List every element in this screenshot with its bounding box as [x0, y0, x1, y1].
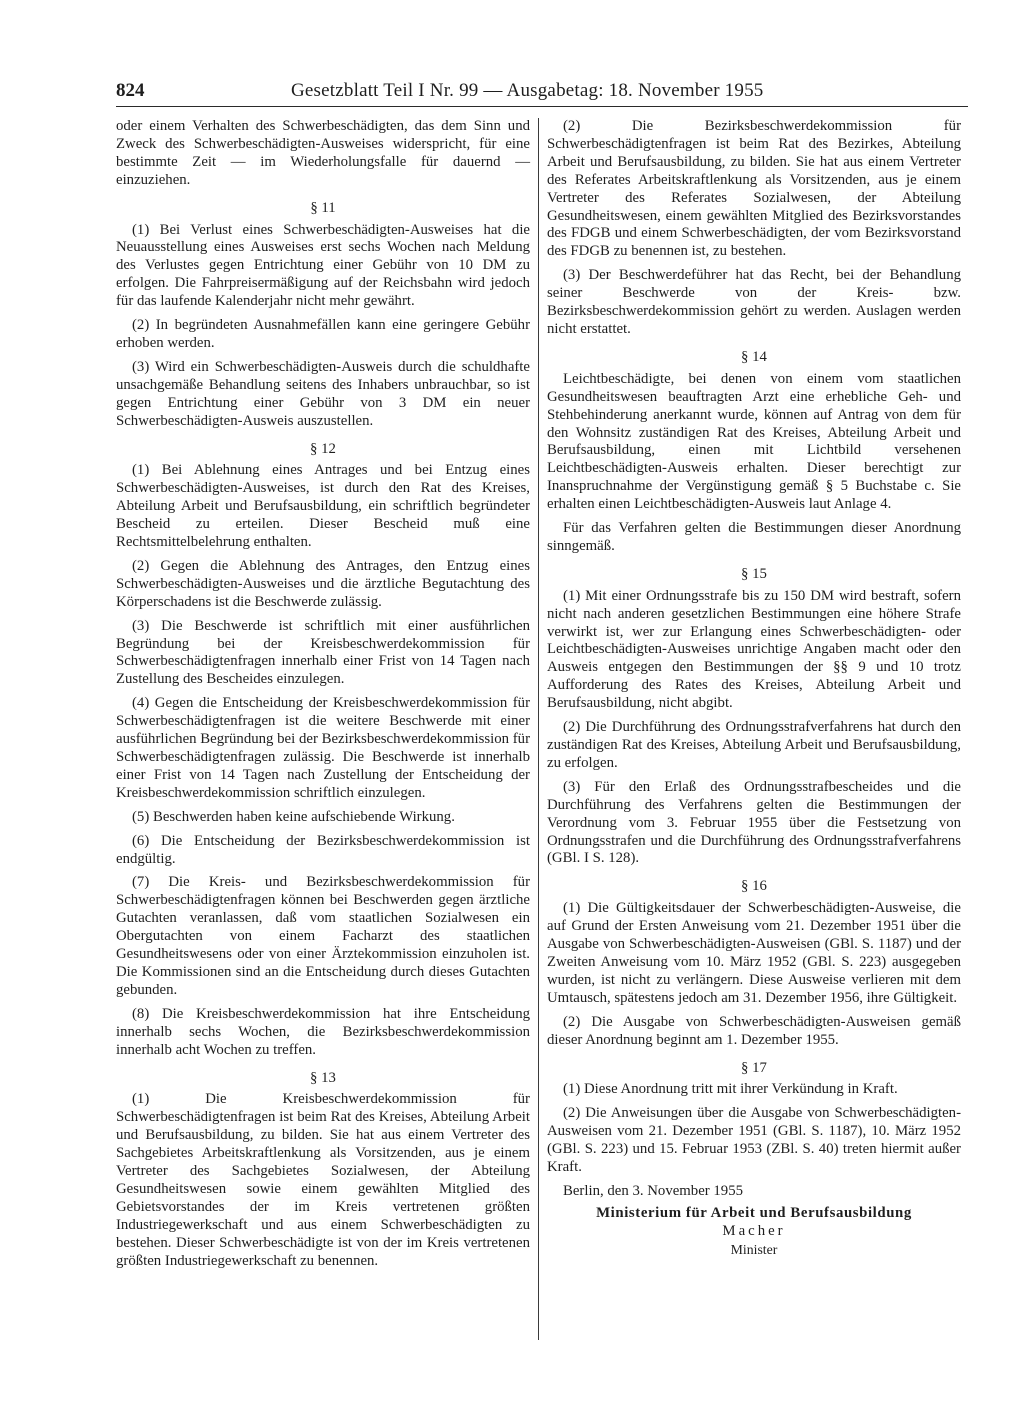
left-column — [116, 118, 530, 1276]
column-divider — [538, 118, 539, 1340]
paragraph: (2) Die Bezirksbeschwerdekommission für Schwerbeschädigtenfragen ist beim Rat des Bezirkes, Abteilung Arbeit und Berufsausbildung, zu bilden. Sie hat aus einem Vertreter des Referates Arbeitskraftlenkung als Vorsitzenden, aus je einem Vertreter des Referates Sozialwesen, der Abteilung Gesundheitswesen, einem gewählten Mitglied des Bezirksvorstandes des FDGB und einem Schwerbeschädigten, der vom Bezirksvorstand des FDGB zu benennen ist, zu bestehen. — [547, 118, 961, 260]
paragraph: (1) Diese Anordnung tritt mit ihrer Verkündung in Kraft. — [563, 1081, 898, 1098]
paragraph: (7) Die Kreis- und Bezirksbeschwerdekommission für Schwerbeschädigtenfragen können bei Beschwerden gegen ärztliche Gutachten veranlassen, daß vom staatlichen Sozialwesen ein Obergutachten von einem Facharzt des staatlichen Gesundheitswesens oder von einer Ärztekommission einzuholen ist. Die Kommissionen sind an die Entscheidung durch dieses Gutachten gebunden. — [116, 874, 530, 998]
paragraph: (2) Gegen die Ablehnung des Antrages, den Entzug eines Schwerbeschädigten-Ausweises und die ärztliche Begutachtung des Körperschadens ist die Beschwerde zulässig. — [116, 557, 530, 610]
paragraph: (3) Der Beschwerdeführer hat das Recht, bei der Behandlung seiner Beschwerde von der Kreis- bzw. Bezirksbeschwerdekommission gehört zu werden. Auslagen werden nicht erstattet. — [547, 267, 961, 337]
paragraph: (8) Die Kreisbeschwerdekommission hat ihre Entscheidung innerhalb sechs Wochen, die Bezirksbeschwerdekommission innerhalb acht Wochen zu treffen. — [116, 1005, 530, 1058]
paragraph: (4) Gegen die Entscheidung der Kreisbeschwerdekommission für Schwerbeschädigtenfragen ist die weitere Beschwerde mit einer ausführlichen Begründung bei der Bezirksbeschwerdekommission für Schwerbeschädigtenfragen zulässig. Die Beschwerde ist innerhalb einer Frist von 14 Tagen nach Zustellung der Entscheidung der Kreisbeschwerdekommission schriftlich einzulegen. — [116, 695, 530, 801]
paragraph: (2) Die Ausgabe von Schwerbeschädigten-Ausweisen gemäß dieser Anordnung beginnt am 1. Dezember 1955. — [547, 1013, 961, 1048]
paragraph: (6) Die Entscheidung der Bezirksbeschwerdekommission ist endgültig. — [116, 832, 530, 867]
page-header — [116, 76, 968, 107]
paragraph: Leichtbeschädigte, bei denen von einem vom staatlichen Gesundheitswesen beauftragten Arzt eine erhebliche Geh- und Stehbehinderung anerkannt wurde, können auf Antrag von dem für den Wohnsitz zuständigen Rat des Kreises, Abteilung Arbeit und Berufsausbildung, einen mit Lichtbild versehenen Leichtbeschädigten-Ausweis erhalten. Dieser berechtigt zur Inanspruchnahme der Vergünstigung gemäß § 5 Buchstabe c. Sie erhalten einen Leichtbeschädigten-Ausweis laut Anlage 4. — [547, 370, 961, 513]
paragraph: (1) Bei Ablehnung eines Antrages und bei Entzug eines Schwerbeschädigten-Ausweises, ist durch den Rat des Kreises, Abteilung Arbeit und Berufsausbildung, ein schriftlich begründeter Bescheid zu erteilen. Dieser Bescheid muß eine Rechtsmittelbelehrung enthalten. — [116, 462, 530, 551]
paragraph: (2) Die Anweisungen über die Ausgabe von Schwerbeschädigten-Ausweisen vom 21. Dezember 1951 (GBl. S. 1187), 10. März 1952 (GBl. S. 223) und 15. Februar 1953 (ZBl. S. 40) treten hiermit außer Kraft. — [547, 1105, 961, 1176]
section-heading: § 12 — [310, 440, 336, 457]
paragraph: (3) Für den Erlaß des Ordnungsstrafbescheides und die Durchführung des Verfahrens gelten die Bestimmungen der Verordnung vom 3. Februar 1955 über die Festsetzung von Ordnungsstrafen und die Durchführung des Ordnungsstrafverfahrens (GBl. I S. 128). — [547, 778, 961, 867]
right-column — [547, 118, 961, 1259]
paragraph: (3) Die Beschwerde ist schriftlich mit einer ausführlichen Begründung bei der Kreisbeschwerdekommission für Schwerbeschädigtenfragen innerhalb einer Frist von 14 Tagen nach Zustellung des Bescheides einzulegen. — [116, 617, 530, 688]
section-heading: § 11 — [310, 199, 336, 216]
paragraph: (2) In begründeten Ausnahmefällen kann eine geringere Gebühr erhoben werden. — [116, 317, 530, 351]
ministry-name: Ministerium für Arbeit und Berufsausbildung — [596, 1204, 912, 1221]
place-date: Berlin, den 3. November 1955 — [563, 1182, 743, 1199]
section-heading: § 14 — [741, 348, 767, 365]
paragraph: (5) Beschwerden haben keine aufschiebende Wirkung. — [132, 808, 455, 825]
signer-name: Macher — [722, 1222, 786, 1239]
paragraph: (1) Die Gültigkeitsdauer der Schwerbeschädigten-Ausweise, die auf Grund der Ersten Anweisung vom 21. Dezember 1951 über die Ausgabe von Schwerbeschädigten-Ausweisen (GBl. S. 1187) und der Zweiten Anweisung vom 10. März 1952 (GBl. S. 223) ausgegeben wurden, ist nicht zu verlängern. Diese Ausweise verlieren mit dem Umtausch, spätestens jedoch am 31. Dezember 1956, ihre Gültigkeit. — [547, 900, 961, 1006]
paragraph: (1) Mit einer Ordnungsstrafe bis zu 150 DM wird bestraft, sofern nicht nach anderen gesetzlichen Bestimmungen eine höhere Strafe verwirkt ist, wer zur Erlangung eines Schwerbeschädigten- oder Leichtbeschädigten-Ausweises unrichtige Angaben macht oder den Ausweis entgegen den Bestimmungen der §§ 9 und 10 trotz Aufforderung des Rates des Kreises, Abteilung Arbeit und Berufsausbildung, nicht abgibt. — [547, 587, 961, 712]
paragraph: (3) Wird ein Schwerbeschädigten-Ausweis durch die schuldhafte unsachgemäße Behandlung seitens des Inhabers unbrauchbar, so ist gegen Entrichtung einer Gebühr von 3 DM ein neuer Schwerbeschädigten-Ausweis auszustellen. — [116, 358, 530, 429]
signer-title: Minister — [730, 1241, 778, 1257]
section-heading: § 15 — [741, 565, 767, 582]
paragraph: oder einem Verhalten des Schwerbeschädigten, das dem Sinn und Zweck des Schwerbeschädigten-Ausweises widerspricht, für eine bestimmte Zeit — im Wiederholungsfalle für dauernd — einzuziehen. — [116, 118, 530, 188]
paragraph: (1) Bei Verlust eines Schwerbeschädigten-Ausweises hat die Neuausstellung eines Ausweises erst sechs Wochen nach Meldung des Verlustes gegen Entrichtung einer Gebühr von 10 DM zu erfolgen. Die Fahrpreisermäßigung auf der Reichsbahn wird jedoch für das laufende Kalenderjahr nicht mehr gewährt. — [116, 221, 530, 310]
page-number: 824 — [116, 80, 145, 101]
section-heading: § 13 — [310, 1069, 336, 1086]
paragraph: (1) Die Kreisbeschwerdekommission für Schwerbeschädigtenfragen ist beim Rat des Kreises, Abteilung Arbeit und Berufsausbildung, zu bilden. Sie hat aus einem Vertreter des Sachgebietes Arbeitskraftlenkung als Vorsitzenden, aus je einem Vertreter des Sachgebietes Sozialwesen, der Abteilung Gesundheitswesen sowie einem gewählten Mitglied des Gebietsvorstandes der im Kreis vertretenen größten Industriegewerkschaft und aus einem Schwerbeschädigten zu bestehen. Dieser Schwerbeschädigte ist von der im Kreis vertretenen größten Industriegewerkschaft zu benennen. — [116, 1091, 530, 1269]
paragraph: Für das Verfahren gelten die Bestimmungen dieser Anordnung sinngemäß. — [547, 520, 961, 554]
section-heading: § 16 — [741, 878, 767, 895]
right-column-body — [547, 118, 961, 1177]
paragraph: (2) Die Durchführung des Ordnungsstrafverfahrens hat durch den zuständigen Rat des Kreises, Abteilung Arbeit und Berufsausbildung, zu erfolgen. — [547, 719, 961, 771]
gazette-title: Gesetzblatt Teil I Nr. 99 — Ausgabetag: 18. November 1955 — [291, 80, 764, 101]
section-heading: § 17 — [741, 1059, 767, 1076]
